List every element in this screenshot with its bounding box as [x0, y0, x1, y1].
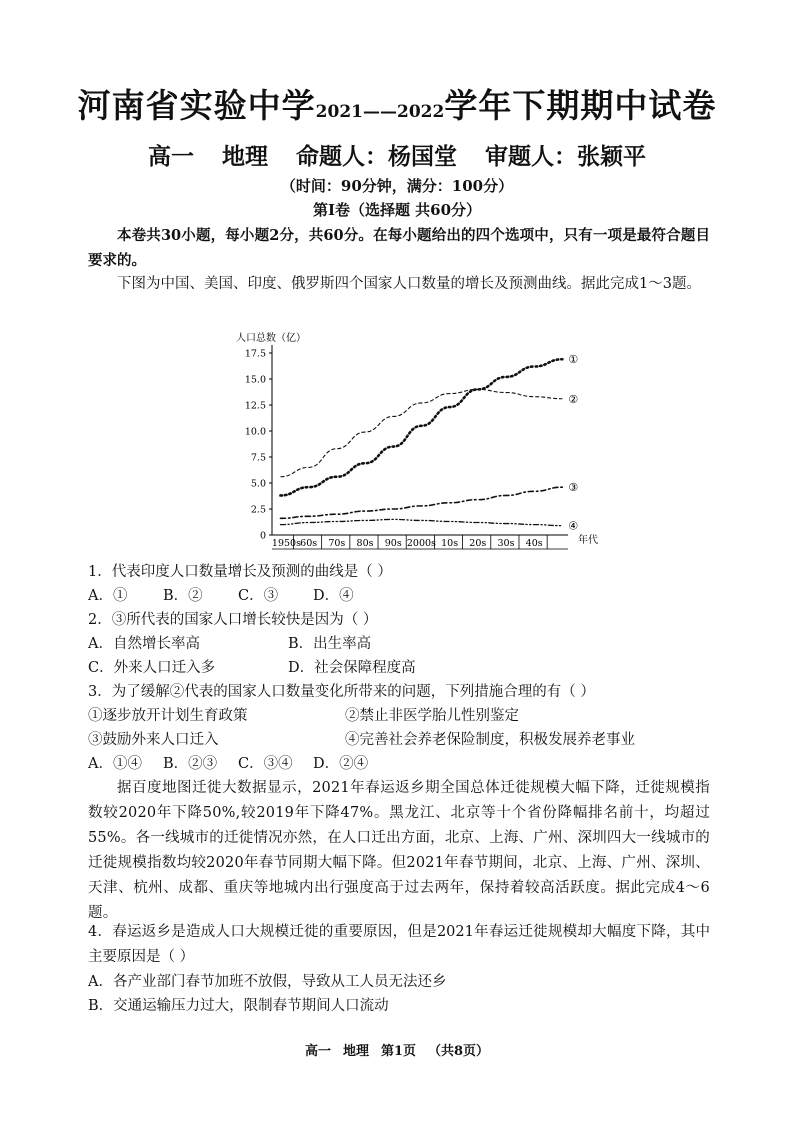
y-tick-label: 5.0 [250, 478, 266, 490]
q3-item-1: ①逐步放开计划生育政策 [88, 708, 248, 724]
chart-xlabel: 年代 [578, 535, 598, 546]
reviewer-label: 审题人：张颖平 [485, 143, 647, 170]
q2-stem: 2．③所代表的国家人口增长较快是因为（ ） [88, 612, 378, 628]
x-tick-label: 70s [328, 538, 346, 549]
series-label-2: ② [568, 392, 579, 406]
y-tick-label: 2.5 [250, 504, 266, 516]
footer-subject: 地理 [342, 1044, 369, 1059]
intro-paragraph-2: 据百度地图迁徙大数据显示，2021年春运返乡期全国总体迁徙规模大幅下降，迁徙规模指数较2020年下降50%,较2019年下降47%。黑龙江、北京等十个省份降幅排名前十，均超过55%。各一线城市的迁徙情况亦然，在人口迁出方面，北京、上海、广州、深圳四大一线城市的迁徙规模指数均较2020年春节同期大幅下降。但2021年春节期间，北京、上海、广州、深圳、天津、杭州、成都、重庆等地城内出行强度高于过去两年，保持着较高活跃度。据此完成4～6题。 [88, 780, 710, 921]
q3-option-d[interactable]: D．②④ [313, 756, 369, 772]
y-tick-label: 15.0 [244, 374, 266, 386]
footer-page: 第1页 [380, 1044, 417, 1059]
footer-total: （共8页） [428, 1044, 490, 1059]
subject-label: 地理 [221, 143, 268, 170]
x-tick-label: 1950s [271, 538, 301, 549]
q2-option-c[interactable]: C．外来人口迁入多 [88, 660, 216, 676]
q2-option-a[interactable]: A．自然增长率高 [88, 636, 200, 652]
x-tick-label: 90s [384, 538, 402, 549]
section-title: 第Ⅰ卷（选择题 共60分） [312, 201, 482, 219]
q3-option-a[interactable]: A．①④ [88, 756, 142, 772]
y-tick-label: 12.5 [244, 400, 266, 412]
chart-series [280, 359, 562, 525]
q1-option-a[interactable]: A．① [88, 588, 128, 604]
q3-item-4: ④完善社会养老保险制度，积极发展养老事业 [345, 732, 635, 748]
chart-ylabel: 人口总数（亿） [236, 333, 306, 344]
q3-option-c[interactable]: C．③④ [238, 756, 293, 772]
series-label-4: ④ [568, 519, 579, 533]
y-tick-label: 0 [259, 530, 266, 542]
chart-xticks [272, 535, 568, 549]
title-school: 河南省实验中学 [77, 86, 316, 125]
y-tick-label: 10.0 [244, 426, 266, 438]
series-line-3 [280, 487, 562, 518]
grade-label: 高一 [147, 143, 194, 170]
y-tick-label: 17.5 [244, 348, 266, 360]
x-tick-label: 2000s [406, 538, 436, 549]
q4-option-a[interactable]: A．各产业部门春节加班不放假，导致从工人员无法还乡 [88, 974, 447, 990]
x-tick-label: 40s [525, 538, 543, 549]
q3-item-3: ③鼓励外来人口迁入 [88, 732, 219, 748]
author-label: 命题人：杨国堂 [296, 143, 457, 170]
chart-yticks [245, 349, 272, 542]
x-tick-label: 80s [356, 538, 374, 549]
q1-stem: 1．代表印度人口数量增长及预测的曲线是（ ） [88, 564, 392, 580]
q2-option-b[interactable]: B．出生率高 [288, 636, 372, 652]
series-line-2 [280, 389, 562, 476]
x-tick-label: 60s [300, 538, 318, 549]
chart-series-labels [568, 353, 578, 532]
q3-stem: 3．为了缓解②代表的国家人口数量变化所带来的问题，下列措施合理的有（ ） [88, 684, 595, 700]
series-line-1 [280, 359, 562, 495]
footer-grade: 高一 [304, 1044, 331, 1059]
x-tick-label: 20s [469, 538, 487, 549]
series-label-1: ① [568, 353, 579, 367]
instructions: 本卷共30小题，每小题2分，共60分。在每小题给出的四个选项中，只有一项是最符合题目要求的。 [88, 227, 710, 269]
time-info: （时间：90分钟，满分：100分） [280, 177, 514, 195]
x-tick-label: 10s [441, 538, 459, 549]
q3-options [88, 752, 388, 776]
q4-stem: 4．春运返乡是造成人口大规模迁徙的重要原因，但是2021年春运迁徙规模却大幅度下降，其中主要原因是（ ） [88, 924, 710, 965]
x-tick-label: 30s [497, 538, 515, 549]
q2-option-d[interactable]: D．社会保障程度高 [288, 660, 416, 676]
q3-option-b[interactable]: B．②③ [163, 756, 218, 772]
q1-option-c[interactable]: C．③ [238, 588, 279, 604]
q1-option-d[interactable]: D．④ [313, 588, 354, 604]
title-years: 2021——2022 [315, 102, 445, 122]
exam-title [0, 80, 794, 127]
series-line-4 [280, 519, 562, 525]
q4-option-b[interactable]: B．交通运输压力过大，限制春节期间人口流动 [88, 998, 389, 1014]
q1-options [88, 584, 388, 608]
title-term: 学年下期期中试卷 [444, 86, 717, 125]
q3-item-2: ②禁止非医学胎儿性别鉴定 [345, 708, 519, 724]
q1-option-b[interactable]: B．② [163, 588, 203, 604]
exam-subtitle [0, 138, 794, 171]
y-tick-label: 7.5 [250, 452, 266, 464]
intro-paragraph-1: 下图为中国、美国、印度、俄罗斯四个国家人口数量的增长及预测曲线。据此完成1～3题。 [117, 276, 701, 292]
page-footer [0, 1040, 794, 1059]
series-label-3: ③ [568, 481, 579, 495]
population-chart [228, 328, 608, 553]
